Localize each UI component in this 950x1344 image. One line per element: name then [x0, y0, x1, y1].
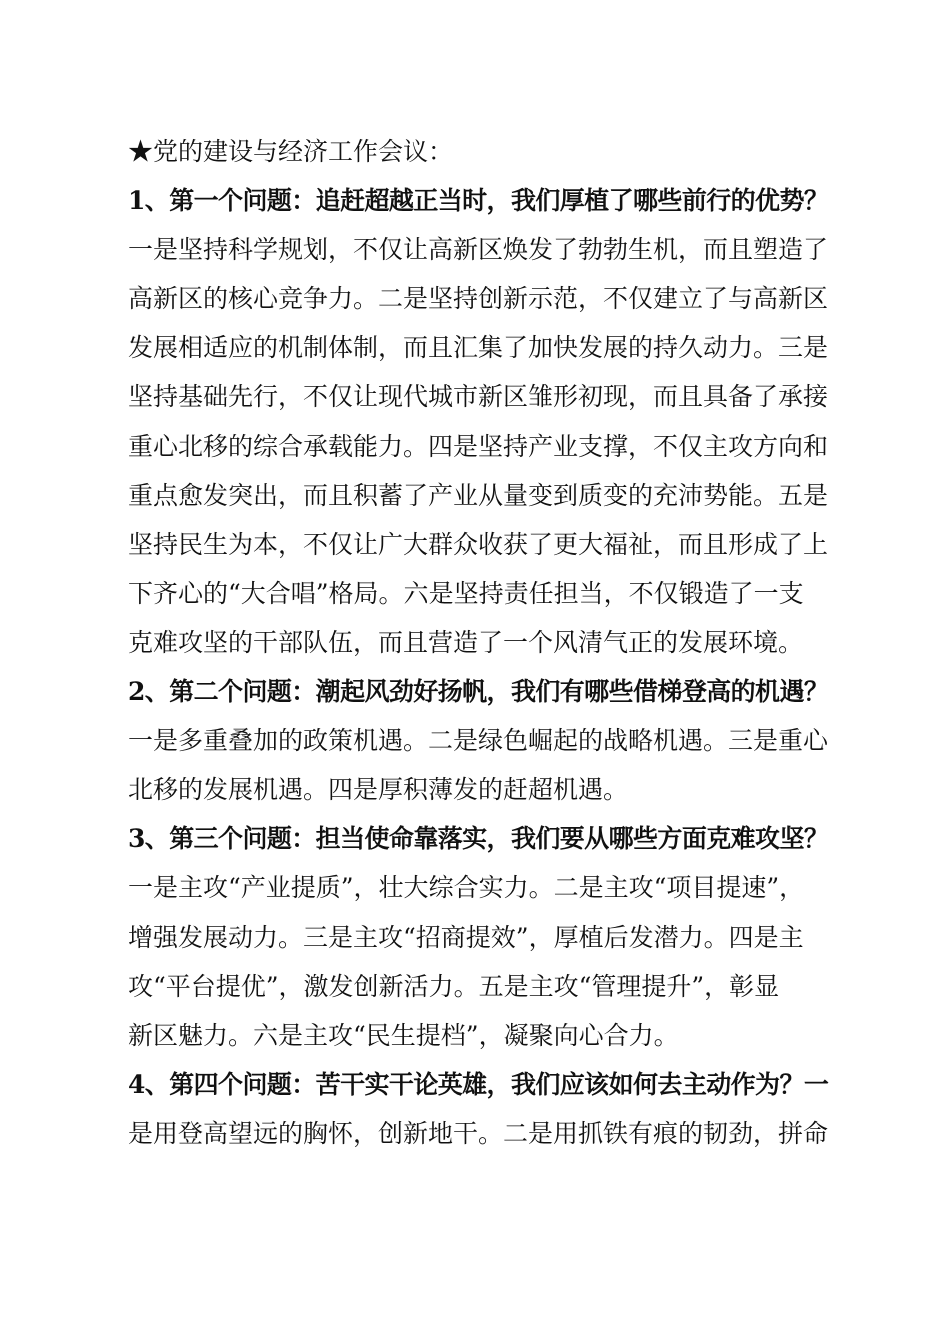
body-text-line: 下齐心的“大合唱”格局。六是坚持责任担当，不仅锻造了一支 — [128, 578, 804, 608]
section-heading-line: 4、第四个问题：苦干实干论英雄，我们应该如何去主动作为？一 — [128, 1069, 829, 1099]
body-text-line: 发展相适应的机制体制，而且汇集了加快发展的持久动力。三是 — [128, 333, 829, 363]
section-heading-line: 2、第二个问题：潮起风劲好扬帆，我们有哪些借梯登高的机遇？ — [128, 677, 829, 706]
body-text-line: 高新区的核心竞争力。二是坚持创新示范，不仅建立了与高新区 — [128, 284, 829, 314]
body-text-line: 增强发展动力。三是主攻“招商提效”，厚植后发潜力。四是主 — [128, 922, 804, 952]
section-heading-line: 3、第三个问题：担当使命靠落实，我们要从哪些方面克难攻坚？ — [128, 824, 829, 854]
document-title: ★党的建设与经济工作会议： — [128, 137, 454, 166]
body-text-line: 一是主攻“产业提质”，壮大综合实力。二是主攻“项目提速”， — [128, 873, 805, 903]
body-text-line: 坚持基础先行，不仅让现代城市新区雏形初现，而且具备了承接 — [128, 382, 829, 412]
section-heading-line: 1、第一个问题：追赶超越正当时，我们厚植了哪些前行的优势？ — [128, 186, 829, 215]
body-text-line: 一是多重叠加的政策机遇。二是绿色崛起的战略机遇。三是重心 — [128, 726, 829, 756]
body-text-line: 攻“平台提优”，激发创新活力。五是主攻“管理提升”，彰显 — [128, 971, 780, 1001]
body-text-line: 坚持民生为本，不仅让广大群众收获了更大福祉，而且形成了上 — [128, 529, 829, 559]
body-text-line: 北移的发展机遇。四是厚积薄发的赶超机遇。 — [128, 775, 629, 805]
body-text-line: 是用登高望远的胸怀，创新地干。二是用抓铁有痕的韧劲，拼命 — [128, 1118, 829, 1148]
body-text-line: 一是坚持科学规划，不仅让高新区焕发了勃勃生机，而且塑造了 — [128, 235, 829, 265]
body-text-line: 重心北移的综合承载能力。四是坚持产业支撑，不仅主攻方向和 — [128, 431, 829, 461]
body-text-line: 克难攻坚的干部队伍，而且营造了一个风清气正的发展环境。 — [128, 627, 804, 657]
body-text-line: 重点愈发突出，而且积蓄了产业从量变到质变的充沛势能。五是 — [128, 480, 829, 510]
body-text-line: 新区魅力。六是主攻“民生提档”，凝聚向心合力。 — [128, 1020, 679, 1050]
